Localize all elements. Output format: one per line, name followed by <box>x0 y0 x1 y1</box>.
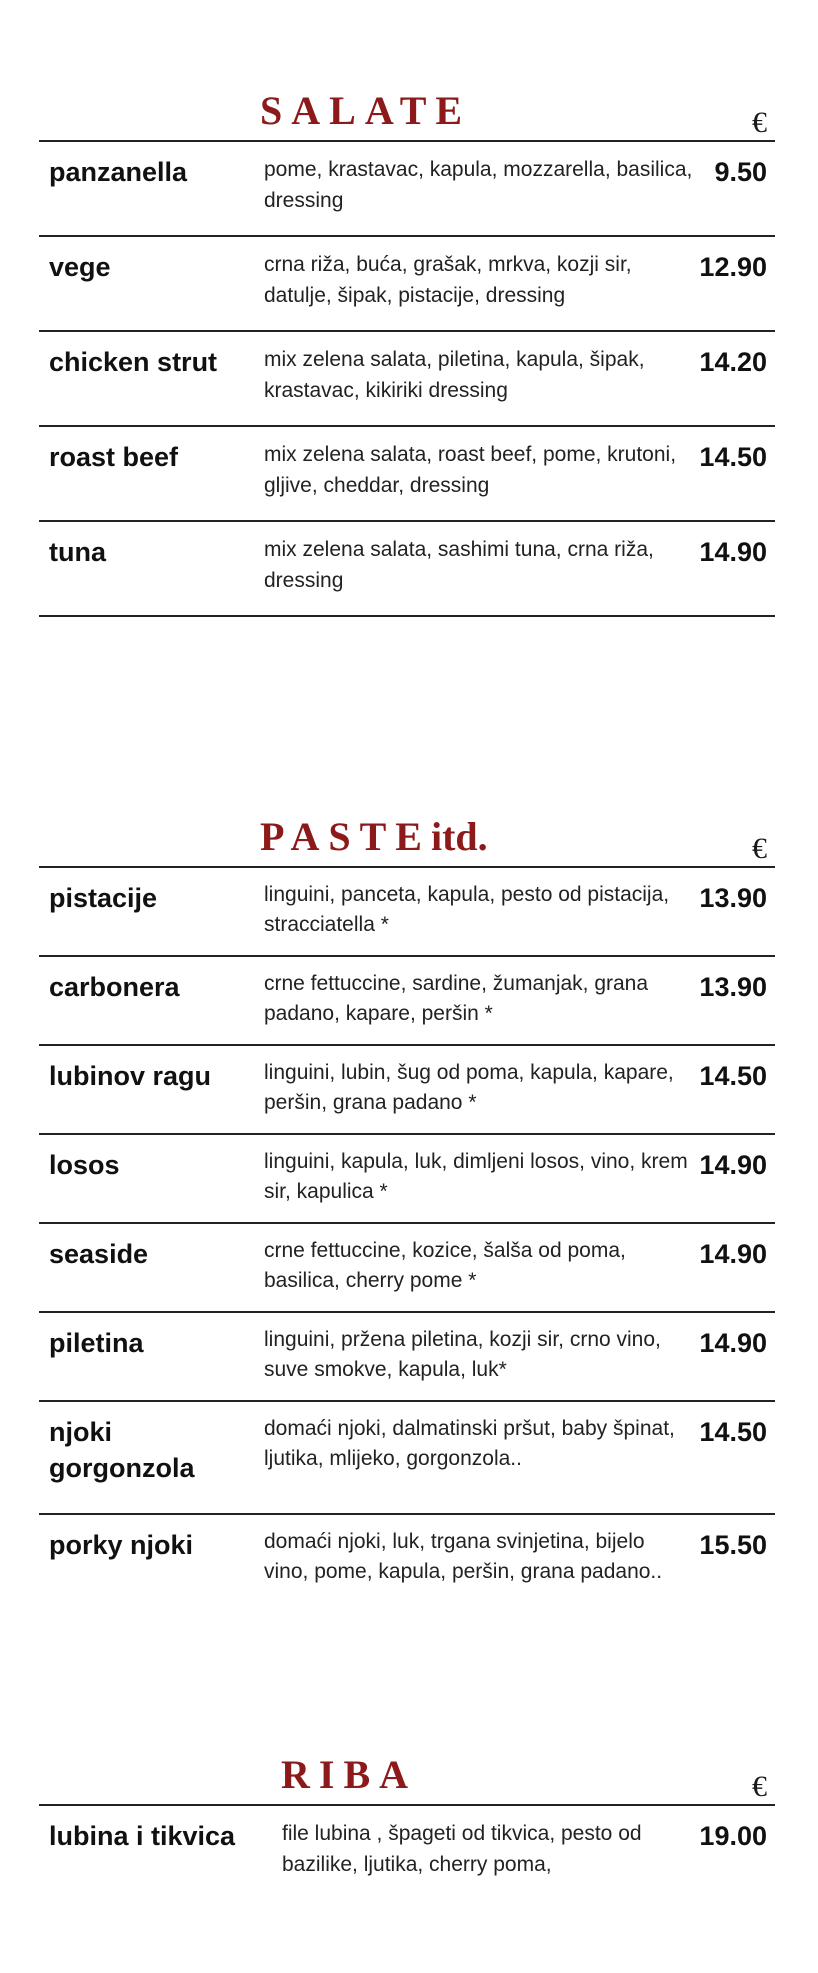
item-description: mix zelena salata, piletina, kapula, šipak, krastavac, kikiriki dressing <box>264 348 645 402</box>
item-name: lubina i tikvica <box>49 1821 236 1851</box>
item-description: domaći njoki, dalmatinski pršut, baby špinat, ljutika, mlijeko, gorgonzola.. <box>264 1417 675 1470</box>
section-title-text: PASTE <box>260 814 431 859</box>
menu-list <box>39 866 775 1633</box>
item-name: tuna <box>49 537 106 567</box>
item-name: vege <box>49 252 111 282</box>
item-description: crne fettuccine, kozice, šalša od poma, basilica, cherry pome * <box>264 1239 626 1292</box>
item-name: pistacije <box>49 883 158 913</box>
item-price: 14.20 <box>699 347 767 377</box>
item-description: mix zelena salata, roast beef, pome, krutoni, gljive, cheddar, dressing <box>264 443 677 497</box>
item-description: crne fettuccine, sardine, žumanjak, grana padano, kapare, peršin * <box>264 972 649 1025</box>
menu-item <box>39 1313 775 1402</box>
item-name: carbonera <box>49 972 180 1002</box>
item-description: linguini, kapula, luk, dimljeni losos, vino, krem sir, kapulica * <box>264 1150 688 1203</box>
item-description: file lubina , špageti od tikvica, pesto od bazilike, ljutika, cherry poma, <box>282 1822 642 1876</box>
item-description: crna riža, buća, grašak, mrkva, kozji sir, datulje, šipak, pistacije, dressing <box>264 253 632 307</box>
section-header <box>39 814 775 866</box>
item-price: 14.90 <box>699 537 767 567</box>
menu-item <box>39 1402 775 1515</box>
section-header <box>39 1752 775 1804</box>
item-description: linguini, lubin, šug od poma, kapula, kapare, peršin, grana padano * <box>264 1061 674 1114</box>
item-price: 14.90 <box>699 1239 767 1269</box>
item-price: 14.90 <box>699 1328 767 1358</box>
item-name: seaside <box>49 1239 149 1269</box>
item-price: 9.50 <box>714 157 767 187</box>
item-price: 12.90 <box>699 252 767 282</box>
menu-item <box>39 957 775 1046</box>
item-price: 14.50 <box>699 1417 767 1447</box>
item-name: chicken strut <box>49 347 218 377</box>
section-salate <box>39 88 775 617</box>
item-price: 14.50 <box>699 1061 767 1091</box>
item-price: 14.50 <box>699 442 767 472</box>
menu-item <box>39 1806 775 1926</box>
section-header <box>39 88 775 140</box>
section-title-salate: SALATE <box>260 88 472 133</box>
section-title-riba: RIBA <box>281 1752 418 1797</box>
item-name: porky njoki <box>49 1530 194 1560</box>
section-title-suffix: itd. <box>430 814 488 859</box>
item-price: 13.90 <box>699 883 767 913</box>
currency-label: € <box>752 1770 767 1803</box>
item-price: 19.00 <box>699 1821 767 1851</box>
menu-list <box>39 1804 775 1926</box>
menu-list <box>39 140 775 617</box>
item-price: 14.90 <box>699 1150 767 1180</box>
item-name: lubinov ragu <box>49 1061 211 1091</box>
currency-label: € <box>752 832 767 865</box>
menu-item <box>39 1135 775 1224</box>
item-description: linguini, panceta, kapula, pesto od pistacija, stracciatella * <box>264 883 670 936</box>
item-price: 13.90 <box>699 972 767 1002</box>
item-name: piletina <box>49 1328 144 1358</box>
section-title-paste <box>260 813 488 860</box>
menu-item <box>39 522 775 617</box>
menu-item <box>39 1224 775 1313</box>
menu-item <box>39 1515 775 1633</box>
item-name: njoki gorgonzola <box>49 1417 195 1483</box>
item-name: losos <box>49 1150 120 1180</box>
menu-item <box>39 332 775 427</box>
item-name: roast beef <box>49 442 179 472</box>
menu-item <box>39 142 775 237</box>
menu-item <box>39 427 775 522</box>
item-description: domaći njoki, luk, trgana svinjetina, bijelo vino, pome, kapula, peršin, grana padano.. <box>264 1530 663 1583</box>
item-description: linguini, pržena piletina, kozji sir, crno vino, suve smokve, kapula, luk* <box>264 1328 661 1381</box>
currency-label: € <box>752 106 767 139</box>
item-name: panzanella <box>49 157 188 187</box>
menu-item <box>39 237 775 332</box>
section-paste <box>39 814 775 1633</box>
menu-item <box>39 868 775 957</box>
section-riba <box>39 1752 775 1926</box>
item-description: mix zelena salata, sashimi tuna, crna riža, dressing <box>264 538 654 592</box>
item-price: 15.50 <box>699 1530 767 1560</box>
item-description: pome, krastavac, kapula, mozzarella, basilica, dressing <box>264 158 693 212</box>
menu-item <box>39 1046 775 1135</box>
